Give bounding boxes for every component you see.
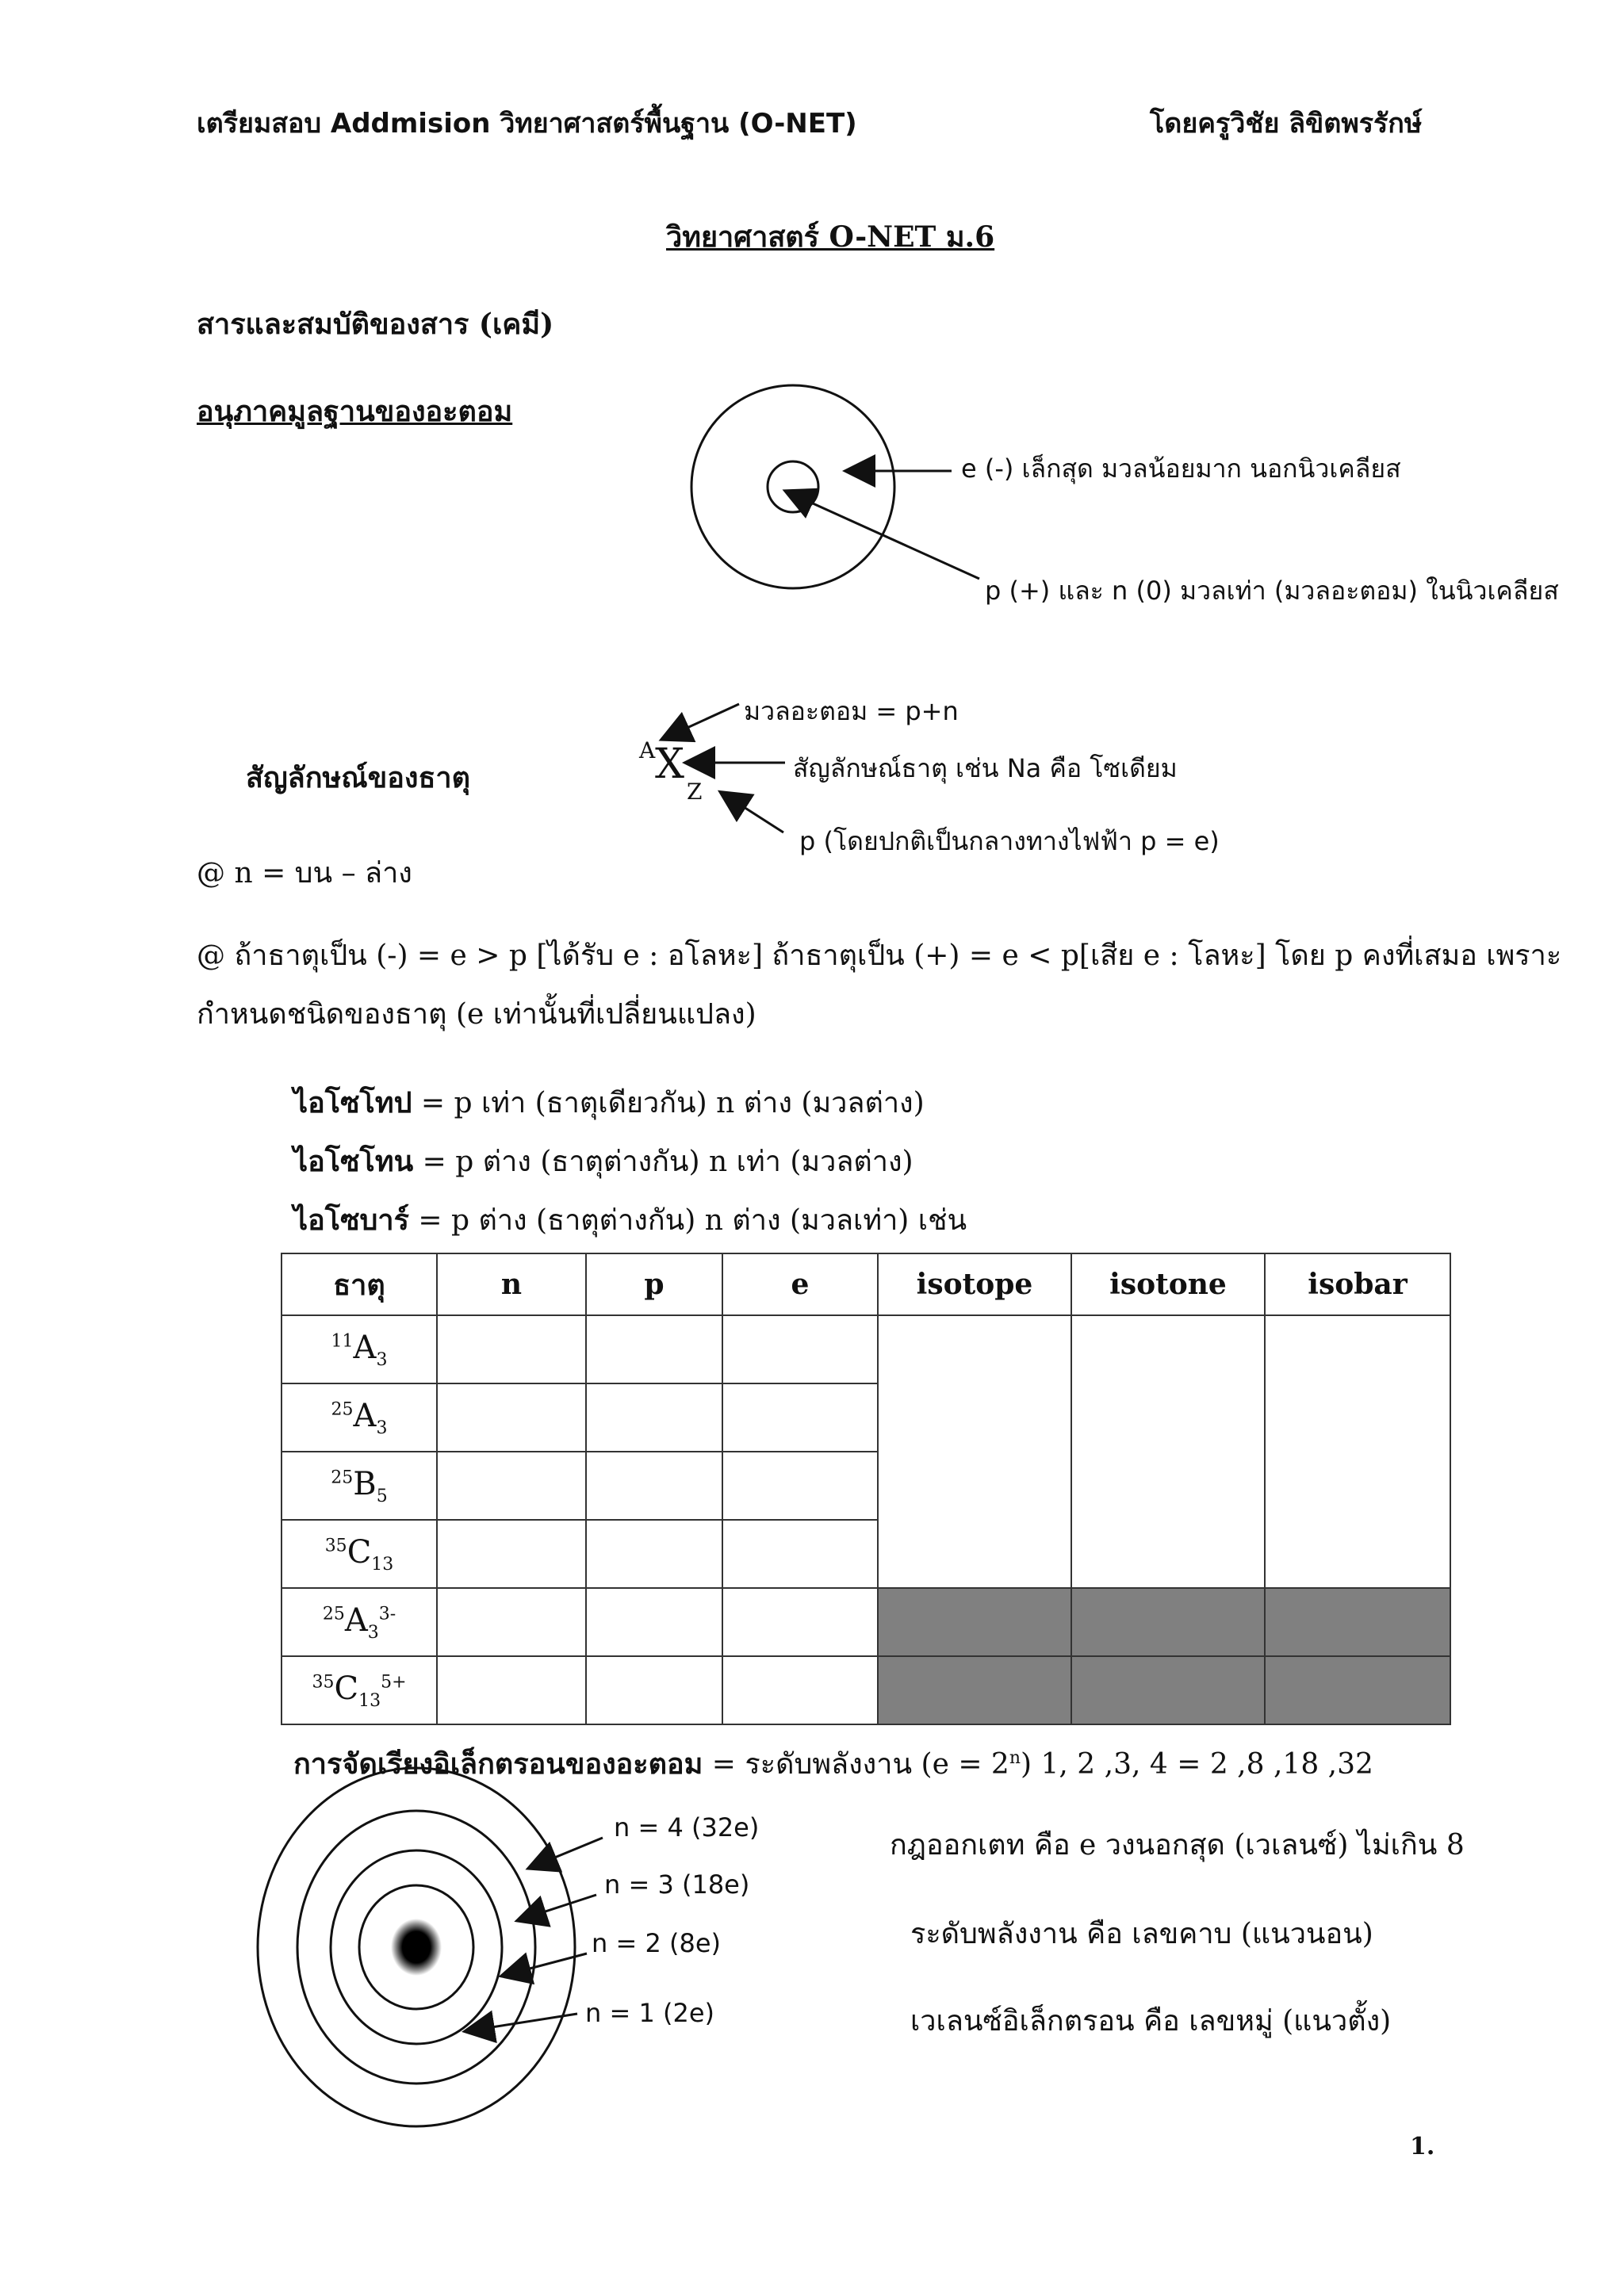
header-left: เตรียมสอบ Addmision วิทยาศาสตร์พื้นฐาน (O-NET) bbox=[197, 108, 857, 140]
answer-cell-e[interactable] bbox=[722, 1452, 878, 1520]
element-symbol: $^{25}A_3$ bbox=[282, 1383, 437, 1452]
answer-cell-isotone[interactable] bbox=[1071, 1315, 1265, 1588]
answer-cell-e[interactable] bbox=[722, 1520, 878, 1588]
definition-isotone: ไอโซโทน = p ต่าง (ธาตุต่างกัน) n เท่า (มวลต่าง) bbox=[293, 1145, 914, 1178]
answer-cell-n[interactable] bbox=[437, 1383, 586, 1452]
header-p: p bbox=[586, 1253, 722, 1315]
header-isotone: isotone bbox=[1071, 1253, 1265, 1315]
answer-cell-p[interactable] bbox=[586, 1315, 722, 1383]
table-row bbox=[282, 1315, 1450, 1383]
answer-cell-p[interactable] bbox=[586, 1520, 722, 1588]
shaded-cell bbox=[878, 1588, 1071, 1656]
symbol-main-letter: X bbox=[655, 740, 685, 788]
shell-label-4: n = 4 (32e) bbox=[614, 1812, 760, 1843]
section-title: สารและสมบัติของสาร (เคมี) bbox=[197, 308, 554, 341]
mass-label: มวลอะตอม = p+n bbox=[744, 696, 959, 726]
answer-cell-p[interactable] bbox=[586, 1656, 722, 1724]
answer-cell-e[interactable] bbox=[722, 1588, 878, 1656]
shell-label-2: n = 2 (8e) bbox=[592, 1928, 721, 1958]
answer-cell-e[interactable] bbox=[722, 1656, 878, 1724]
element-label: สัญลักษณ์ธาตุ เช่น Na คือ โซเดียม bbox=[793, 753, 1178, 783]
answer-cell-isobar[interactable] bbox=[1265, 1315, 1450, 1588]
page-number: 1. bbox=[1410, 2133, 1435, 2160]
answer-cell-p[interactable] bbox=[586, 1383, 722, 1452]
answer-cell-p[interactable] bbox=[586, 1452, 722, 1520]
note-top-bottom: @ n = บน – ล่าง bbox=[197, 857, 412, 890]
isotope-table bbox=[281, 1253, 1451, 1725]
rule-energy-level: ระดับพลังงาน คือ เลขคาบ (แนวนอน) bbox=[910, 1918, 1373, 1950]
definition-isobar: ไอโซบาร์ = p ต่าง (ธาตุต่างกัน) n ต่าง (มวลเท่า) เช่น bbox=[293, 1203, 967, 1237]
answer-cell-n[interactable] bbox=[437, 1520, 586, 1588]
shaded-cell bbox=[1071, 1588, 1265, 1656]
element-symbol: $^{11}A_3$ bbox=[282, 1315, 437, 1383]
header-e: e bbox=[722, 1253, 878, 1315]
note-charge-line1: @ ถ้าธาตุเป็น (-) = e > p [ได้รับ e : อโลหะ] ถ้าธาตุเป็น (+) = e < p[เสีย e : โลหะ] โดย p คงที่เสมอ เพราะ bbox=[197, 939, 1562, 972]
shell-label-3: n = 3 (18e) bbox=[604, 1869, 750, 1900]
header-element: ธาตุ bbox=[282, 1253, 437, 1315]
subsection-title: อนุภาคมูลฐานของอะตอม bbox=[197, 395, 513, 428]
shaded-cell bbox=[878, 1656, 1071, 1724]
answer-cell-e[interactable] bbox=[722, 1383, 878, 1452]
element-symbol: $^{35}C_{13}^{5+}$ bbox=[282, 1656, 437, 1724]
page-title: วิทยาศาสตร์ O-NET ม.6 bbox=[666, 220, 995, 254]
rule-valence: เวเลนซ์อิเล็กตรอน คือ เลขหมู่ (แนวตั้ง) bbox=[910, 2005, 1392, 2038]
header-right: โดยครูวิชัย ลิขิตพรรักษ์ bbox=[1150, 108, 1423, 140]
answer-cell-isotope[interactable] bbox=[878, 1315, 1071, 1588]
note-charge-line2: กำหนดชนิดของธาตุ (e เท่านั้นที่เปลี่ยนแปลง) bbox=[197, 998, 756, 1031]
proton-label: p (โดยปกติเป็นกลางทางไฟฟ้า p = e) bbox=[799, 826, 1220, 856]
rule-octet: กฎออกเตท คือ e วงนอกสุด (เวเลนซ์) ไม่เกิน 8 bbox=[890, 1829, 1465, 1862]
shaded-cell bbox=[1265, 1588, 1450, 1656]
header-isotope: isotope bbox=[878, 1253, 1071, 1315]
table-header-row bbox=[282, 1253, 1450, 1315]
answer-cell-n[interactable] bbox=[437, 1452, 586, 1520]
element-symbol: $^{35}C_{13}$ bbox=[282, 1520, 437, 1588]
electron-label: e (-) เล็กสุด มวลน้อยมาก นอกนิวเคลียส bbox=[961, 453, 1401, 484]
shell-label-1: n = 1 (2e) bbox=[585, 1998, 714, 2028]
shaded-cell bbox=[1071, 1656, 1265, 1724]
element-symbol: $^{25}A_3^{3-}$ bbox=[282, 1588, 437, 1656]
definition-isotope: ไอโซโทป = p เท่า (ธาตุเดียวกัน) n ต่าง (มวลต่าง) bbox=[293, 1086, 925, 1119]
nucleus-label: p (+) และ n (0) มวลเท่า (มวลอะตอม) ในนิวเคลียส bbox=[985, 576, 1559, 606]
answer-cell-e[interactable] bbox=[722, 1315, 878, 1383]
shaded-cell bbox=[1265, 1656, 1450, 1724]
header-isobar: isobar bbox=[1265, 1253, 1450, 1315]
atom-diagram bbox=[691, 385, 979, 588]
electron-config-line: การจัดเรียงอิเล็กตรอนของอะตอม = ระดับพลังงาน $(e = 2^n)$ 1, 2 ,3, 4 = 2 ,8 ,18 ,32 bbox=[293, 1747, 1373, 1781]
shell-diagram bbox=[258, 1768, 603, 2126]
symbol-section-title: สัญลักษณ์ของธาตุ bbox=[246, 761, 471, 794]
table-row bbox=[282, 1588, 1450, 1656]
header-n: n bbox=[437, 1253, 586, 1315]
table-row bbox=[282, 1656, 1450, 1724]
answer-cell-p[interactable] bbox=[586, 1588, 722, 1656]
element-symbol: $^{25}B_5$ bbox=[282, 1452, 437, 1520]
answer-cell-n[interactable] bbox=[437, 1588, 586, 1656]
answer-cell-n[interactable] bbox=[437, 1315, 586, 1383]
nucleus-arrow bbox=[787, 492, 979, 579]
nucleus-dot bbox=[391, 1919, 442, 1976]
answer-cell-n[interactable] bbox=[437, 1656, 586, 1724]
symbol-atomic-letter: Z bbox=[687, 779, 703, 805]
symbol-mass-letter: A bbox=[639, 737, 656, 763]
